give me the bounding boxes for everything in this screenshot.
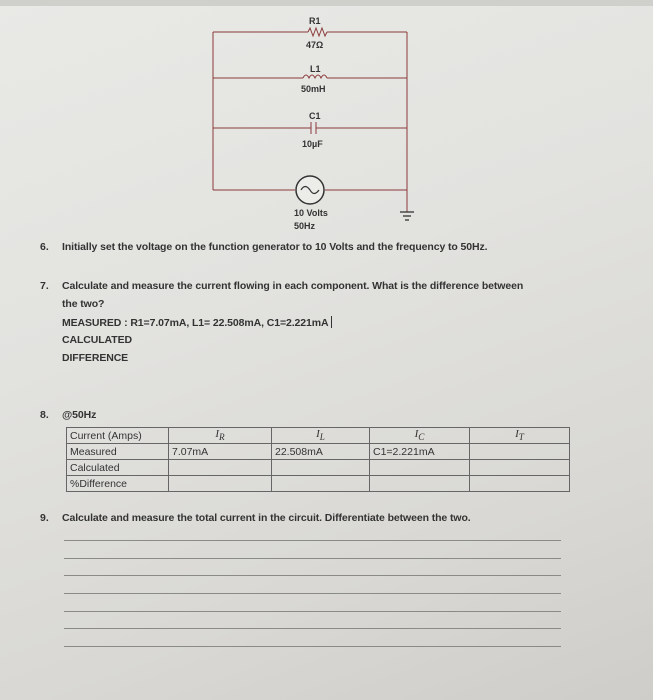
circuit-diagram xyxy=(0,0,653,230)
cell-difference-ic[interactable] xyxy=(370,476,470,492)
q8-text: @50Hz xyxy=(62,409,97,421)
row-label-difference: %Difference xyxy=(67,476,169,492)
cell-difference-ir[interactable] xyxy=(169,476,272,492)
table-row xyxy=(67,476,570,492)
measured-answer-text: MEASURED : R1=7.07mA, L1= 22.508mA, C1=2.221mA xyxy=(62,317,329,329)
table-row xyxy=(67,460,570,476)
q7-number: 7. xyxy=(40,280,49,292)
q6-number: 6. xyxy=(40,241,49,253)
cell-difference-il[interactable] xyxy=(272,476,370,492)
header-ir: $I_R$ xyxy=(169,428,272,444)
q7-text-line1: Calculate and measure the current flowing in each component. What is the difference between xyxy=(62,280,524,292)
source-voltage: 10 Volts xyxy=(294,208,328,218)
cell-difference-it[interactable] xyxy=(470,476,570,492)
row-label-measured: Measured xyxy=(67,444,169,460)
header-it: $I_T$ xyxy=(470,428,570,444)
cell-calculated-ir[interactable] xyxy=(169,460,272,476)
r1-label: R1 xyxy=(309,16,321,26)
row-label-calculated: Calculated xyxy=(67,460,169,476)
cell-calculated-ic[interactable] xyxy=(370,460,470,476)
inductor-symbol xyxy=(303,75,327,78)
measured-answer[interactable] xyxy=(62,316,332,329)
ground-symbol xyxy=(400,212,414,220)
answer-line[interactable] xyxy=(64,611,561,612)
text-cursor xyxy=(331,316,332,328)
q9-number: 9. xyxy=(40,512,49,524)
current-table xyxy=(66,427,570,492)
cell-measured-ir[interactable]: 7.07mA xyxy=(169,444,272,460)
cell-measured-it[interactable] xyxy=(470,444,570,460)
c1-label: C1 xyxy=(309,111,321,121)
answer-line[interactable] xyxy=(64,558,561,559)
cell-measured-il[interactable]: 22.508mA xyxy=(272,444,370,460)
cell-calculated-it[interactable] xyxy=(470,460,570,476)
l1-label: L1 xyxy=(310,64,321,74)
q7-text-line2: the two? xyxy=(62,298,105,310)
r1-value: 47Ω xyxy=(306,40,324,50)
calculated-label: CALCULATED xyxy=(62,334,132,346)
answer-line[interactable] xyxy=(64,593,561,594)
c1-value: 10µF xyxy=(302,139,323,149)
difference-label: DIFFERENCE xyxy=(62,352,129,364)
q8-number: 8. xyxy=(40,409,49,421)
header-current-amps: Current (Amps) xyxy=(67,428,169,444)
answer-line[interactable] xyxy=(64,628,561,629)
q6-text: Initially set the voltage on the function generator to 10 Volts and the frequency to 50Hz. xyxy=(62,241,488,253)
cell-calculated-il[interactable] xyxy=(272,460,370,476)
answer-line[interactable] xyxy=(64,646,561,647)
table-row xyxy=(67,444,570,460)
table-header-row xyxy=(67,428,570,444)
cell-measured-ic[interactable]: C1=2.221mA xyxy=(370,444,470,460)
resistor-symbol xyxy=(308,28,327,36)
source-frequency: 50Hz xyxy=(294,221,316,231)
header-il: $I_L$ xyxy=(272,428,370,444)
header-ic: $I_C$ xyxy=(370,428,470,444)
answer-line[interactable] xyxy=(64,575,561,576)
l1-value: 50mH xyxy=(301,84,326,94)
q9-text: Calculate and measure the total current in the circuit. Differentiate between the two. xyxy=(62,512,471,524)
answer-line[interactable] xyxy=(64,540,561,541)
